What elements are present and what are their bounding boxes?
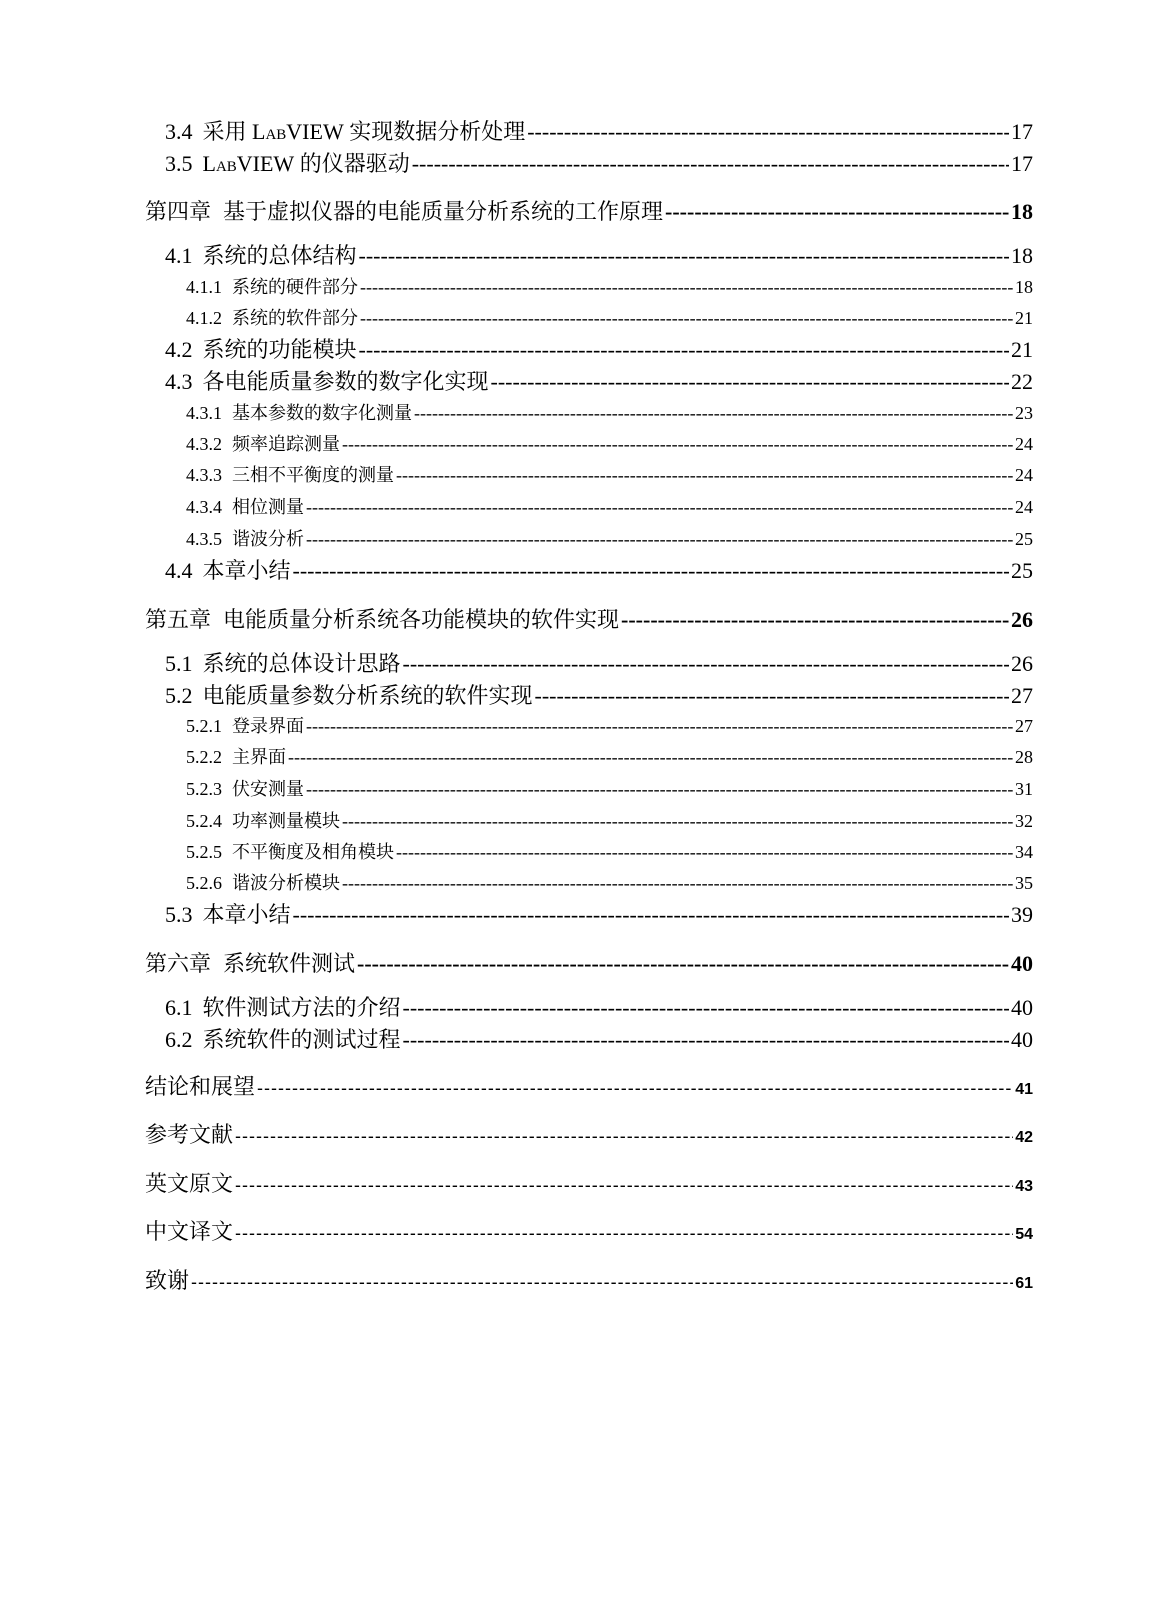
entry-number: 4.3.3 [186, 465, 222, 485]
dot-leader [342, 809, 1013, 833]
toc-backmatter-entry[interactable] [145, 1218, 1033, 1250]
chapter-page: 26 [1011, 607, 1033, 632]
toc-backmatter-entry[interactable] [145, 1121, 1033, 1153]
entry-page: 18 [1011, 243, 1033, 268]
toc-subentry[interactable] [186, 432, 1033, 456]
toc-subentry[interactable] [186, 777, 1033, 801]
entry-number: 4.3.1 [186, 403, 222, 423]
toc-entry[interactable] [165, 994, 1033, 1022]
entry-title: 采用 LabVIEW 实现数据分析处理 [202, 119, 526, 144]
entry-title: 系统的软件部分 [232, 308, 358, 328]
entry-number: 5.2.3 [186, 779, 222, 799]
entry-number: 4.3 [165, 369, 193, 394]
toc-chapter-entry[interactable] [145, 605, 1033, 636]
dot-leader [257, 1073, 1013, 1103]
entry-page: 43 [1015, 1178, 1033, 1195]
dot-leader [359, 242, 1009, 270]
entry-page: 31 [1015, 779, 1033, 799]
entry-page: 40 [1011, 995, 1033, 1020]
chapter-number: 第四章 [145, 200, 212, 225]
dot-leader [396, 840, 1013, 864]
entry-title: 本章小结 [202, 558, 291, 583]
dot-leader [235, 1121, 1013, 1151]
entry-title: 登录界面 [232, 716, 304, 736]
entry-title: 伏安测量 [232, 779, 304, 799]
entry-title: 结论和展望 [145, 1075, 256, 1100]
entry-page: 23 [1015, 403, 1033, 423]
entry-title: 系统软件的测试过程 [202, 1027, 401, 1052]
entry-title: 功率测量模块 [232, 811, 340, 831]
entry-number: 4.4 [165, 558, 193, 583]
entry-title: 三相不平衡度的测量 [232, 465, 394, 485]
entry-number: 3.4 [165, 119, 193, 144]
dot-leader [491, 368, 1009, 396]
toc-subentry[interactable] [186, 463, 1033, 487]
entry-title: 谐波分析模块 [232, 873, 340, 893]
dot-leader [414, 401, 1013, 425]
dot-leader [396, 463, 1013, 487]
dot-leader [306, 777, 1013, 801]
toc-subentry[interactable] [186, 809, 1033, 833]
entry-page: 21 [1011, 337, 1033, 362]
entry-title: 致谢 [145, 1269, 190, 1294]
chapter-number: 第五章 [145, 608, 212, 633]
entry-title: 系统的总体结构 [202, 243, 357, 268]
dot-leader [359, 336, 1009, 364]
dot-leader [235, 1170, 1013, 1200]
entry-page: 24 [1015, 465, 1033, 485]
chapter-title: 基于虚拟仪器的电能质量分析系统的工作原理 [223, 200, 664, 225]
entry-page: 21 [1015, 308, 1033, 328]
dot-leader [403, 994, 1009, 1022]
entry-page: 24 [1015, 497, 1033, 517]
entry-number: 3.5 [165, 151, 193, 176]
entry-title: 各电能质量参数的数字化实现 [202, 369, 489, 394]
entry-title: LabVIEW 的仪器驱动 [202, 151, 410, 176]
entry-page: 25 [1015, 529, 1033, 549]
chapter-page: 40 [1011, 951, 1033, 976]
toc-entry[interactable] [165, 650, 1033, 678]
entry-title: 英文原文 [145, 1172, 234, 1197]
dot-leader [357, 949, 1009, 979]
toc-subentry[interactable] [186, 840, 1033, 864]
toc-subentry[interactable] [186, 745, 1033, 769]
entry-title: 中文译文 [145, 1220, 234, 1245]
entry-title: 相位测量 [232, 497, 304, 517]
toc-entry[interactable] [165, 368, 1033, 396]
entry-number: 4.3.4 [186, 497, 222, 517]
dot-leader [403, 1026, 1009, 1054]
entry-number: 6.1 [165, 995, 193, 1020]
toc-subentry[interactable] [186, 275, 1033, 299]
entry-page: 40 [1011, 1027, 1033, 1052]
toc-entry[interactable] [165, 557, 1033, 585]
entry-title: 本章小结 [202, 902, 291, 927]
chapter-title: 系统软件测试 [223, 952, 356, 977]
dot-leader [621, 605, 1009, 635]
toc-chapter-entry[interactable] [145, 949, 1033, 980]
entry-page: 61 [1015, 1275, 1033, 1292]
entry-number: 4.1.1 [186, 277, 222, 297]
entry-page: 34 [1015, 842, 1033, 862]
entry-page: 35 [1015, 873, 1033, 893]
entry-page: 42 [1015, 1129, 1033, 1146]
entry-page: 54 [1015, 1226, 1033, 1243]
entry-page: 17 [1011, 119, 1033, 144]
entry-number: 5.2.4 [186, 811, 222, 831]
entry-title: 参考文献 [145, 1123, 234, 1148]
toc-subentry[interactable] [186, 714, 1033, 738]
toc-backmatter-entry[interactable] [145, 1073, 1033, 1105]
dot-leader [293, 557, 1009, 585]
entry-page: 24 [1015, 434, 1033, 454]
toc-chapter-entry[interactable] [145, 197, 1033, 228]
entry-number: 5.2 [165, 683, 193, 708]
entry-page: 17 [1011, 151, 1033, 176]
entry-title: 系统的功能模块 [202, 337, 357, 362]
dot-leader [665, 197, 1009, 227]
toc-entry[interactable] [165, 901, 1033, 929]
entry-number: 6.2 [165, 1027, 193, 1052]
dot-leader [412, 150, 1009, 178]
dot-leader [306, 714, 1013, 738]
entry-number: 5.2.2 [186, 747, 222, 767]
entry-title: 系统的总体设计思路 [202, 651, 401, 676]
dot-leader [403, 650, 1009, 678]
dot-leader [342, 432, 1013, 456]
toc-backmatter-entry[interactable] [145, 1170, 1033, 1202]
entry-number: 4.2 [165, 337, 193, 362]
dot-leader [527, 118, 1009, 146]
entry-page: 25 [1011, 558, 1033, 583]
dot-leader [360, 275, 1013, 299]
toc-backmatter-entry[interactable] [145, 1267, 1033, 1299]
entry-title: 电能质量参数分析系统的软件实现 [202, 683, 533, 708]
chapter-title: 电能质量分析系统各功能模块的软件实现 [223, 608, 620, 633]
dot-leader [306, 495, 1013, 519]
dot-leader [360, 306, 1013, 330]
entry-page: 28 [1015, 747, 1033, 767]
entry-page: 41 [1015, 1081, 1033, 1098]
toc-entry[interactable] [165, 1026, 1033, 1054]
dot-leader [293, 901, 1009, 929]
entry-number: 5.2.5 [186, 842, 222, 862]
dot-leader [191, 1267, 1013, 1297]
entry-title: 主界面 [232, 747, 286, 767]
entry-page: 18 [1015, 277, 1033, 297]
entry-page: 22 [1011, 369, 1033, 394]
entry-number: 5.3 [165, 902, 193, 927]
toc-entry[interactable] [165, 242, 1033, 270]
entry-page: 27 [1011, 683, 1033, 708]
toc-entry[interactable] [165, 682, 1033, 710]
dot-leader [235, 1218, 1013, 1248]
entry-title: 基本参数的数字化测量 [232, 403, 412, 423]
entry-number: 4.3.2 [186, 434, 222, 454]
toc-subentry[interactable] [186, 401, 1033, 425]
entry-page: 32 [1015, 811, 1033, 831]
dot-leader [288, 745, 1013, 769]
entry-number: 5.2.6 [186, 873, 222, 893]
entry-number: 5.2.1 [186, 716, 222, 736]
entry-page: 26 [1011, 651, 1033, 676]
entry-page: 39 [1011, 902, 1033, 927]
dot-leader [535, 682, 1009, 710]
dot-leader [342, 871, 1013, 895]
entry-title: 系统的硬件部分 [232, 277, 358, 297]
entry-number: 4.3.5 [186, 529, 222, 549]
entry-page: 27 [1015, 716, 1033, 736]
toc-subentry[interactable] [186, 527, 1033, 551]
entry-title: 不平衡度及相角模块 [232, 842, 394, 862]
entry-title: 频率追踪测量 [232, 434, 340, 454]
chapter-page: 18 [1011, 199, 1033, 224]
toc-entry[interactable] [165, 150, 1033, 178]
chapter-number: 第六章 [145, 952, 212, 977]
entry-title: 谐波分析 [232, 529, 304, 549]
entry-number: 5.1 [165, 651, 193, 676]
entry-number: 4.1 [165, 243, 193, 268]
toc-entry[interactable] [165, 118, 1033, 146]
dot-leader [306, 527, 1013, 551]
toc-subentry[interactable] [186, 306, 1033, 330]
toc-entry[interactable] [165, 336, 1033, 364]
entry-number: 4.1.2 [186, 308, 222, 328]
toc-subentry[interactable] [186, 871, 1033, 895]
toc-subentry[interactable] [186, 495, 1033, 519]
entry-title: 软件测试方法的介绍 [202, 995, 401, 1020]
